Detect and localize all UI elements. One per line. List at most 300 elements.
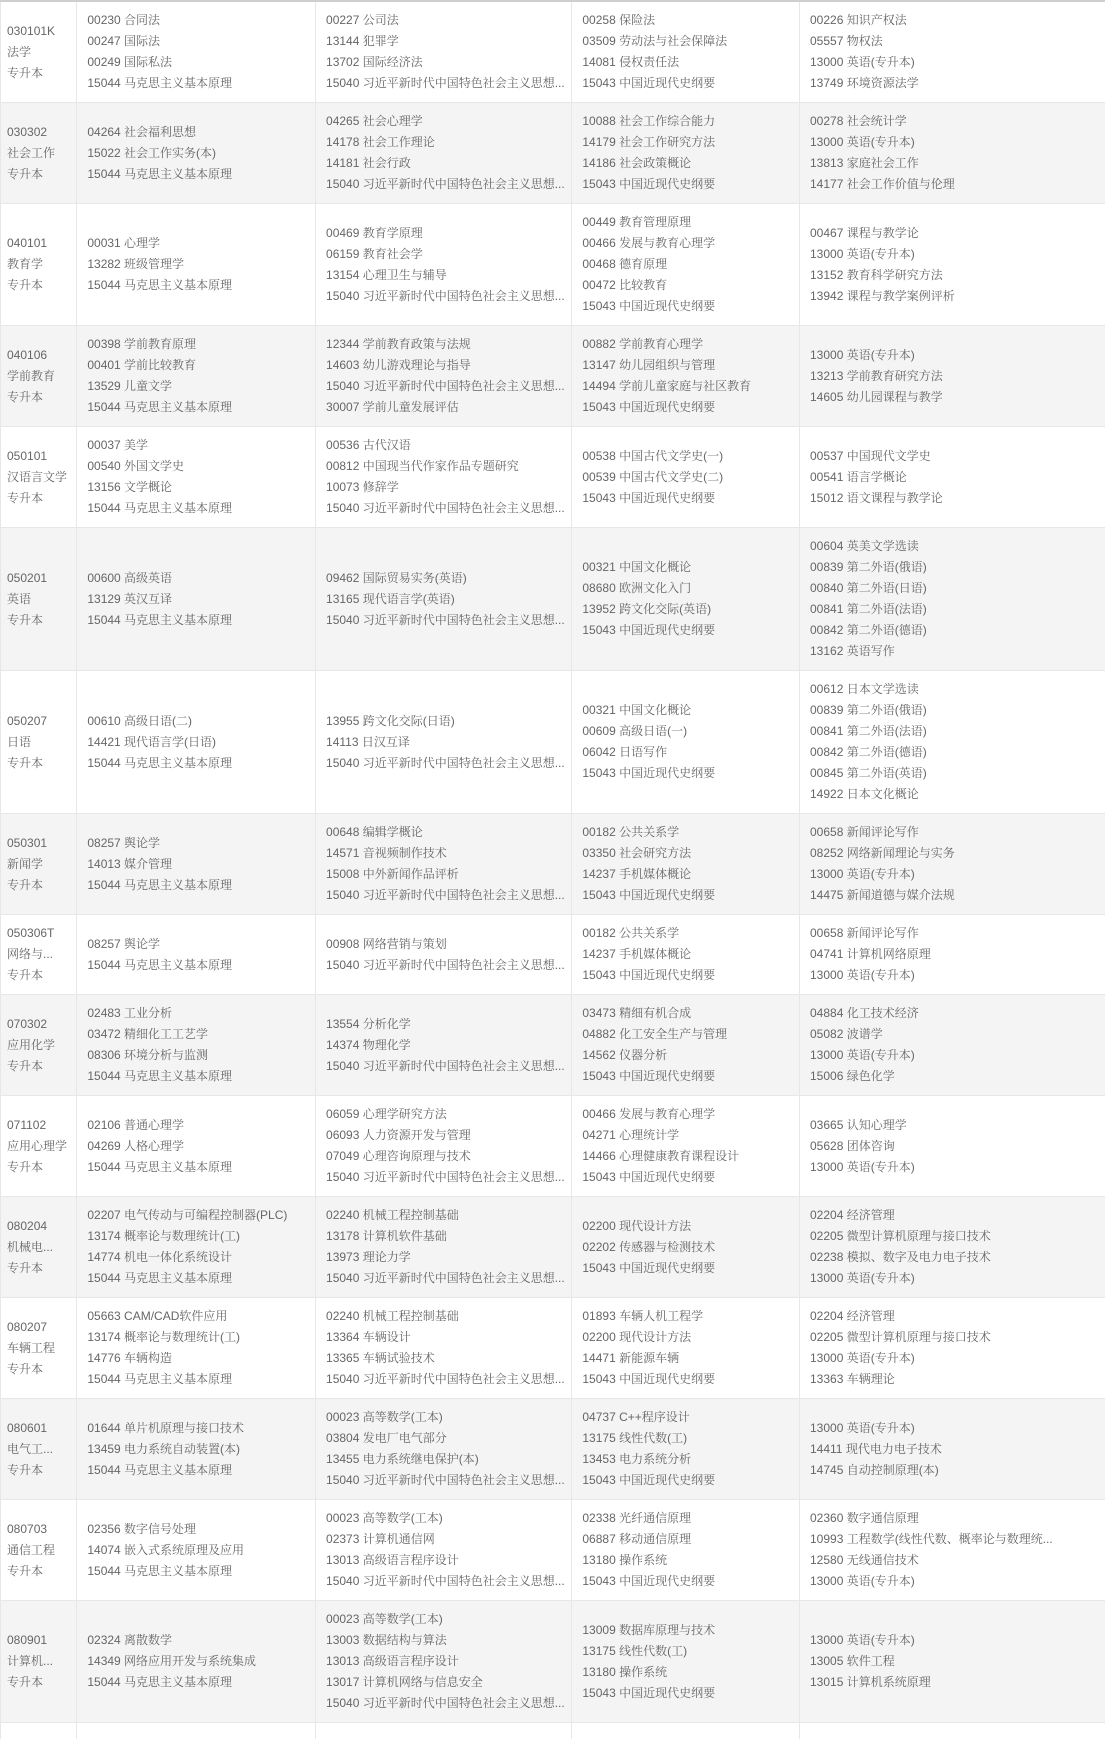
table-row (0, 326, 1105, 427)
course-item: 15043 中国近现代史纲要 (582, 766, 716, 780)
course-item: 00278 社会统计学 (810, 114, 907, 128)
course-item: 13013 高级语言程序设计 (326, 1553, 459, 1567)
course-item: 13175 线性代数(工) (582, 1643, 688, 1658)
course-item: 15044 马克思主义基本原理 (87, 755, 233, 770)
course-item: 14374 物理化学 (326, 1037, 411, 1052)
course-slot-cell (77, 915, 316, 994)
course-slot-cell (800, 671, 1105, 813)
course-item: 13000 英语(专升本) (810, 1159, 915, 1174)
course-item: 02205 微型计算机原理与接口技术 (810, 1330, 991, 1344)
course-item: 15040 习近平新时代中国特色社会主义思想... (326, 1271, 565, 1285)
course-item: 15044 马克思主义基本原理 (87, 278, 233, 292)
table-row-partial (0, 1723, 1105, 1737)
major-name: 汉语言文学 (7, 469, 68, 484)
course-slot-cell (316, 1500, 572, 1600)
course-item: 14776 车辆构造 (87, 1351, 173, 1365)
course-slot-cell (572, 1500, 800, 1600)
course-slot-cell (316, 204, 572, 325)
course-item: 02205 微型计算机原理与接口技术 (810, 1229, 991, 1243)
major-name: 应用心理学 (7, 1138, 68, 1153)
course-item: 13365 车辆试验技术 (326, 1351, 435, 1365)
major-cell (0, 326, 77, 426)
course-item: 03472 精细化工工艺学 (87, 1027, 209, 1041)
major-level: 专升本 (7, 1563, 44, 1578)
course-item: 15044 马克思主义基本原理 (87, 1271, 233, 1285)
course-item: 13554 分析化学 (326, 1016, 411, 1031)
course-slot-cell (77, 1096, 316, 1196)
course-slot-cell (77, 1197, 316, 1297)
course-item: 00037 美学 (87, 438, 149, 452)
course-item: 03665 认知心理学 (810, 1117, 907, 1132)
course-slot-cell (316, 1601, 572, 1722)
course-item: 02106 普通心理学 (87, 1117, 185, 1132)
course-item: 13015 计算机系统原理 (810, 1675, 931, 1689)
course-item: 00610 高级日语(二) (87, 713, 193, 728)
course-slot-cell (800, 1723, 1105, 1739)
course-item: 15022 社会工作实务(本) (87, 145, 217, 160)
course-item: 00469 教育学原理 (326, 225, 423, 240)
major-cell (0, 1197, 77, 1297)
course-item: 15043 中国近现代史纲要 (582, 1260, 716, 1275)
major-level: 专升本 (7, 1462, 44, 1477)
course-item: 13129 英汉互译 (87, 591, 173, 606)
course-item: 13955 跨文化交际(日语) (326, 713, 455, 728)
course-item: 15044 马克思主义基本原理 (87, 1159, 233, 1174)
major-code: 050306T (7, 926, 55, 940)
course-item: 30007 学前儿童发展评估 (326, 400, 459, 414)
course-item: 15040 习近平新时代中国特色社会主义思想... (326, 76, 565, 90)
course-item: 15044 马克思主义基本原理 (87, 1563, 233, 1578)
course-slot-cell (800, 326, 1105, 426)
course-item: 00401 学前比较教育 (87, 358, 197, 372)
major-code: 080601 (7, 1420, 48, 1435)
course-item: 04741 计算机网络原理 (810, 947, 931, 961)
course-item: 04264 社会福利思想 (87, 124, 197, 139)
course-item: 14113 日汉互译 (326, 734, 410, 749)
course-item: 13529 儿童文学 (87, 379, 173, 393)
course-item: 15043 中国近现代史纲要 (582, 1473, 716, 1487)
course-slot-cell (77, 671, 316, 813)
major-code: 050207 (7, 713, 48, 728)
course-item: 13174 概率论与数理统计(工) (87, 1330, 241, 1344)
course-item: 13147 幼儿园组织与管理 (582, 358, 716, 372)
course-item: 15040 习近平新时代中国特色社会主义思想... (326, 957, 565, 972)
course-item: 08257 舆论学 (87, 936, 161, 951)
course-slot-cell (316, 1723, 572, 1739)
course-slot-cell (800, 1298, 1105, 1398)
course-item: 13213 学前教育研究方法 (810, 368, 943, 383)
major-cell (0, 1298, 77, 1398)
course-item: 02207 电气传动与可编程控制器(PLC) (87, 1208, 288, 1222)
course-item: 13952 跨文化交际(英语) (582, 602, 712, 616)
course-item: 13000 英语(专升本) (810, 1633, 915, 1647)
course-slot-cell (572, 1723, 800, 1739)
major-cell (0, 1096, 77, 1196)
course-item: 13156 文学概论 (87, 480, 173, 494)
course-item: 06093 人力资源开发与管理 (326, 1128, 471, 1142)
major-name: 英语 (7, 591, 32, 606)
course-item: 15043 中国近现代史纲要 (582, 299, 716, 313)
course-item: 15043 中国近现代史纲要 (582, 1685, 716, 1700)
table-row (0, 995, 1105, 1096)
course-slot-cell (316, 1298, 572, 1398)
course-item: 14471 新能源车辆 (582, 1351, 680, 1365)
course-slot-cell (316, 995, 572, 1095)
course-item: 02204 经济管理 (810, 1208, 895, 1222)
major-cell (0, 1399, 77, 1499)
course-item: 14562 仪器分析 (582, 1048, 668, 1062)
course-item: 00226 知识产权法 (810, 13, 907, 27)
major-level: 专升本 (7, 1361, 44, 1376)
course-item: 02202 传感器与检测技术 (582, 1239, 716, 1254)
course-item: 14411 现代电力电子技术 (810, 1441, 942, 1456)
table-row (0, 1601, 1105, 1723)
course-item: 15040 习近平新时代中国特色社会主义思想... (326, 755, 565, 770)
major-level: 专升本 (7, 968, 44, 982)
major-code: 080901 (7, 1633, 48, 1647)
course-item: 00540 外国文学史 (87, 459, 185, 473)
course-slot-cell (77, 995, 316, 1095)
course-slot-cell (77, 2, 316, 102)
course-item: 00468 德育原理 (582, 257, 668, 271)
course-slot-cell (572, 204, 800, 325)
course-slot-cell (77, 1723, 316, 1739)
course-slot-cell (316, 103, 572, 203)
major-code: 040106 (7, 347, 48, 362)
course-item: 15043 中国近现代史纲要 (582, 490, 716, 505)
course-item: 02483 工业分析 (87, 1006, 173, 1020)
course-item: 15044 马克思主义基本原理 (87, 1372, 233, 1386)
course-item: 04737 C++程序设计 (582, 1410, 690, 1424)
table-row (0, 915, 1105, 995)
course-item: 00182 公共关系学 (582, 926, 680, 940)
course-item: 14349 网络应用开发与系统集成 (87, 1654, 257, 1668)
major-code: 071102 (7, 1117, 47, 1132)
course-slot-cell (572, 1399, 800, 1499)
major-level: 专升本 (7, 1675, 44, 1689)
course-item: 00541 语言学概论 (810, 469, 907, 484)
course-item: 00842 第二外语(德语) (810, 745, 927, 759)
course-item: 15043 中国近现代史纲要 (582, 623, 716, 637)
course-item: 13453 电力系统分析 (582, 1452, 692, 1466)
course-item: 15040 习近平新时代中国特色社会主义思想... (326, 1696, 565, 1710)
course-item: 14237 手机媒体概论 (582, 947, 692, 961)
course-item: 00398 学前教育原理 (87, 337, 197, 351)
course-item: 13813 家庭社会工作 (810, 156, 919, 170)
course-item: 00612 日本文学选读 (810, 682, 919, 696)
course-item: 00031 心理学 (87, 236, 161, 250)
major-level: 专升本 (7, 1260, 44, 1275)
major-name: 应用化学 (7, 1037, 56, 1052)
course-slot-cell (77, 814, 316, 914)
major-cell (0, 1601, 77, 1722)
course-item: 04882 化工安全生产与管理 (582, 1027, 728, 1041)
course-item: 15044 马克思主义基本原理 (87, 1462, 233, 1477)
course-item: 00321 中国文化概论 (582, 560, 692, 574)
course-item: 13364 车辆设计 (326, 1330, 411, 1344)
course-item: 08306 环境分析与监测 (87, 1048, 209, 1062)
course-item: 14494 学前儿童家庭与社区教育 (582, 379, 752, 393)
course-slot-cell (77, 204, 316, 325)
course-item: 08257 舆论学 (87, 835, 161, 850)
major-code: 080703 (7, 1521, 48, 1536)
course-item: 02373 计算机通信网 (326, 1532, 435, 1546)
course-item: 15040 习近平新时代中国特色社会主义思想... (326, 612, 565, 627)
course-item: 12344 学前教育政策与法规 (326, 337, 471, 351)
course-item: 00609 高级日语(一) (582, 724, 688, 738)
course-slot-cell (800, 1601, 1105, 1722)
course-slot-cell (77, 1399, 316, 1499)
course-item: 13000 英语(专升本) (810, 968, 915, 982)
course-item: 13174 概率论与数理统计(工) (87, 1229, 241, 1243)
course-item: 13000 英语(专升本) (810, 135, 915, 149)
course-item: 05628 团体咨询 (810, 1138, 895, 1153)
course-slot-cell (800, 528, 1105, 670)
course-item: 14571 音视频制作技术 (326, 846, 447, 860)
course-slot-cell (800, 1500, 1105, 1600)
course-item: 00249 国际私法 (87, 55, 173, 69)
course-slot-cell (800, 915, 1105, 994)
course-slot-cell (316, 671, 572, 813)
course-slot-cell (800, 1399, 1105, 1499)
major-level: 专升本 (7, 278, 44, 292)
course-slot-cell (316, 528, 572, 670)
major-code: 040101 (7, 236, 48, 250)
course-item: 02324 离散数学 (87, 1633, 173, 1647)
course-item: 00658 新闻评论写作 (810, 825, 919, 839)
course-item: 00449 教育管理原理 (582, 215, 692, 229)
course-slot-cell (572, 103, 800, 203)
course-item: 15040 习近平新时代中国特色社会主义思想... (326, 888, 565, 902)
course-item: 13363 车辆理论 (810, 1372, 895, 1386)
table-row (0, 1500, 1105, 1601)
course-item: 00839 第二外语(俄语) (810, 703, 927, 717)
course-slot-cell (572, 528, 800, 670)
major-cell (0, 528, 77, 670)
course-slot-cell (77, 528, 316, 670)
course-item: 15012 语文课程与教学论 (810, 490, 943, 505)
major-code: 070302 (7, 1016, 48, 1031)
course-slot-cell (800, 2, 1105, 102)
course-item: 02360 数字通信原理 (810, 1511, 919, 1525)
major-cell (0, 995, 77, 1095)
course-item: 13180 操作系统 (582, 1553, 668, 1567)
course-slot-cell (77, 1298, 316, 1398)
major-name: 网络与... (7, 947, 54, 961)
course-slot-cell (572, 995, 800, 1095)
major-code: 080207 (7, 1319, 48, 1334)
course-item: 15044 马克思主义基本原理 (87, 957, 233, 972)
table-row (0, 671, 1105, 814)
table-row (0, 1197, 1105, 1298)
course-item: 01644 单片机原理与接口技术 (87, 1420, 245, 1435)
major-code: 080204 (7, 1218, 48, 1233)
course-item: 03804 发电厂电气部分 (326, 1431, 447, 1445)
course-item: 00466 发展与教育心理学 (582, 236, 716, 250)
course-item: 13000 英语(专升本) (810, 246, 915, 261)
major-name: 通信工程 (7, 1542, 56, 1557)
course-slot-cell (316, 814, 572, 914)
course-item: 03473 精细有机合成 (582, 1006, 692, 1020)
course-item: 13152 教育科学研究方法 (810, 267, 943, 282)
course-item: 13000 英语(专升本) (810, 347, 915, 362)
course-item: 00845 第二外语(英语) (810, 766, 927, 780)
course-slot-cell (316, 1197, 572, 1297)
course-item: 00908 网络营销与策划 (326, 936, 447, 951)
course-item: 14179 社会工作研究方法 (582, 135, 716, 149)
table-row (0, 814, 1105, 915)
course-item: 02200 现代设计方法 (582, 1218, 692, 1233)
major-level: 专升本 (7, 389, 44, 404)
major-name: 车辆工程 (7, 1340, 56, 1355)
course-item: 13000 英语(专升本) (810, 55, 915, 69)
course-item: 15044 马克思主义基本原理 (87, 1069, 233, 1083)
course-item: 00467 课程与教学论 (810, 225, 919, 240)
course-item: 14605 幼儿园课程与教学 (810, 389, 943, 404)
course-item: 00537 中国现代文学史 (810, 448, 931, 463)
table-row (0, 103, 1105, 204)
course-item: 13017 计算机网络与信息安全 (326, 1675, 483, 1689)
course-item: 10088 社会工作综合能力 (582, 114, 716, 128)
table-row (0, 528, 1105, 671)
major-cell (0, 2, 77, 102)
major-cell (0, 103, 77, 203)
course-slot-cell (800, 995, 1105, 1095)
course-item: 14237 手机媒体概论 (582, 867, 692, 881)
course-slot-cell (77, 427, 316, 527)
course-item: 14603 幼儿游戏理论与指导 (326, 358, 471, 372)
course-slot-cell (77, 326, 316, 426)
course-item: 13749 环境资源法学 (810, 76, 919, 90)
course-item: 13282 班级管理学 (87, 257, 185, 271)
course-item: 00466 发展与教育心理学 (582, 1107, 716, 1121)
table-row (0, 1298, 1105, 1399)
course-item: 15044 马克思主义基本原理 (87, 400, 233, 414)
major-name: 法学 (7, 44, 32, 59)
course-item: 15044 马克思主义基本原理 (87, 877, 233, 892)
course-slot-cell (316, 1399, 572, 1499)
course-item: 08680 欧洲文化入门 (582, 581, 692, 595)
course-item: 00604 英美文学选读 (810, 539, 919, 553)
course-item: 00882 学前教育心理学 (582, 337, 704, 351)
major-level: 专升本 (7, 755, 44, 770)
course-slot-cell (800, 1197, 1105, 1297)
major-cell (0, 915, 77, 994)
course-item: 14013 媒介管理 (87, 856, 173, 871)
course-item: 05663 CAM/CAD软件应用 (87, 1309, 228, 1323)
course-item: 00840 第二外语(日语) (810, 581, 927, 595)
course-item: 15043 中国近现代史纲要 (582, 1170, 716, 1184)
course-item: 00841 第二外语(法语) (810, 602, 927, 616)
course-item: 06887 移动通信原理 (582, 1532, 692, 1546)
major-name: 日语 (7, 734, 32, 749)
course-item: 13178 计算机软件基础 (326, 1229, 447, 1243)
course-item: 00230 合同法 (87, 13, 161, 27)
course-item: 02240 机械工程控制基础 (326, 1309, 459, 1323)
major-cell (0, 1500, 77, 1600)
major-level: 专升本 (7, 166, 44, 181)
course-item: 00600 高级英语 (87, 570, 173, 585)
course-item: 02240 机械工程控制基础 (326, 1208, 459, 1222)
course-item: 15040 习近平新时代中国特色社会主义思想... (326, 1473, 565, 1487)
major-code: 030101K (7, 23, 56, 38)
course-item: 00227 公司法 (326, 13, 399, 27)
course-slot-cell (572, 915, 800, 994)
course-item: 13000 英语(专升本) (810, 867, 915, 881)
course-item: 15040 习近平新时代中国特色社会主义思想... (326, 1574, 565, 1588)
course-item: 00536 古代汉语 (326, 438, 411, 452)
course-slot-cell (77, 1601, 316, 1722)
course-item: 00258 保险法 (582, 13, 656, 27)
course-item: 13000 英语(专升本) (810, 1271, 915, 1285)
table-row (0, 1096, 1105, 1197)
course-item: 03509 劳动法与社会保障法 (582, 34, 728, 48)
course-item: 15043 中国近现代史纲要 (582, 1372, 716, 1386)
course-item: 15008 中外新闻作品评析 (326, 867, 459, 881)
major-cell (0, 1723, 77, 1739)
course-slot-cell (77, 103, 316, 203)
course-item: 13005 软件工程 (810, 1654, 895, 1668)
course-item: 15043 中国近现代史纲要 (582, 1574, 716, 1588)
course-slot-cell (800, 103, 1105, 203)
major-cell (0, 204, 77, 325)
course-item: 15044 马克思主义基本原理 (87, 501, 233, 515)
course-item: 13459 电力系统自动装置(本) (87, 1441, 241, 1456)
course-item: 15006 绿色化学 (810, 1069, 895, 1083)
course-item: 00842 第二外语(德语) (810, 623, 927, 637)
course-item: 14922 日本文化概论 (810, 787, 919, 801)
course-item: 13000 英语(专升本) (810, 1574, 915, 1588)
major-level: 专升本 (7, 1159, 44, 1174)
course-item: 00023 高等数学(工本) (326, 1612, 443, 1626)
course-item: 06159 教育社会学 (326, 246, 423, 261)
course-item: 03350 社会研究方法 (582, 846, 692, 860)
course-item: 13000 英语(专升本) (810, 1351, 915, 1365)
course-item: 15044 马克思主义基本原理 (87, 76, 233, 90)
course-slot-cell (316, 1096, 572, 1196)
table-row (0, 204, 1105, 326)
course-slot-cell (800, 1096, 1105, 1196)
course-item: 14074 嵌入式系统原理及应用 (87, 1542, 245, 1557)
course-item: 05082 波谱学 (810, 1027, 883, 1041)
course-item: 14186 社会政策概论 (582, 156, 692, 170)
major-level: 专升本 (7, 65, 44, 80)
major-cell (0, 814, 77, 914)
course-item: 14475 新闻道德与媒介法规 (810, 888, 955, 902)
major-name: 电气工... (7, 1441, 54, 1456)
course-item: 00472 比较教育 (582, 278, 668, 292)
major-code: 050101 (7, 448, 48, 463)
course-item: 05557 物权法 (810, 34, 883, 48)
course-item: 14081 侵权责任法 (582, 55, 680, 69)
major-level: 专升本 (7, 1058, 44, 1073)
major-level: 专升本 (7, 612, 44, 627)
course-slot-cell (572, 671, 800, 813)
course-item: 13144 犯罪学 (326, 34, 399, 48)
course-slot-cell (316, 915, 572, 994)
course-item: 15043 中国近现代史纲要 (582, 968, 716, 982)
course-item: 13000 英语(专升本) (810, 1420, 915, 1435)
course-item: 13009 数据库原理与技术 (582, 1622, 716, 1637)
course-slot-cell (572, 326, 800, 426)
course-item: 10993 工程数学(线性代数、概率论与数理统... (810, 1532, 1053, 1546)
course-item: 02338 光纤通信原理 (582, 1511, 692, 1525)
course-item: 01893 车辆人机工程学 (582, 1309, 704, 1323)
course-slot-cell (316, 2, 572, 102)
course-item: 13013 高级语言程序设计 (326, 1654, 459, 1668)
course-item: 13162 英语写作 (810, 644, 895, 658)
course-item: 00182 公共关系学 (582, 825, 680, 839)
